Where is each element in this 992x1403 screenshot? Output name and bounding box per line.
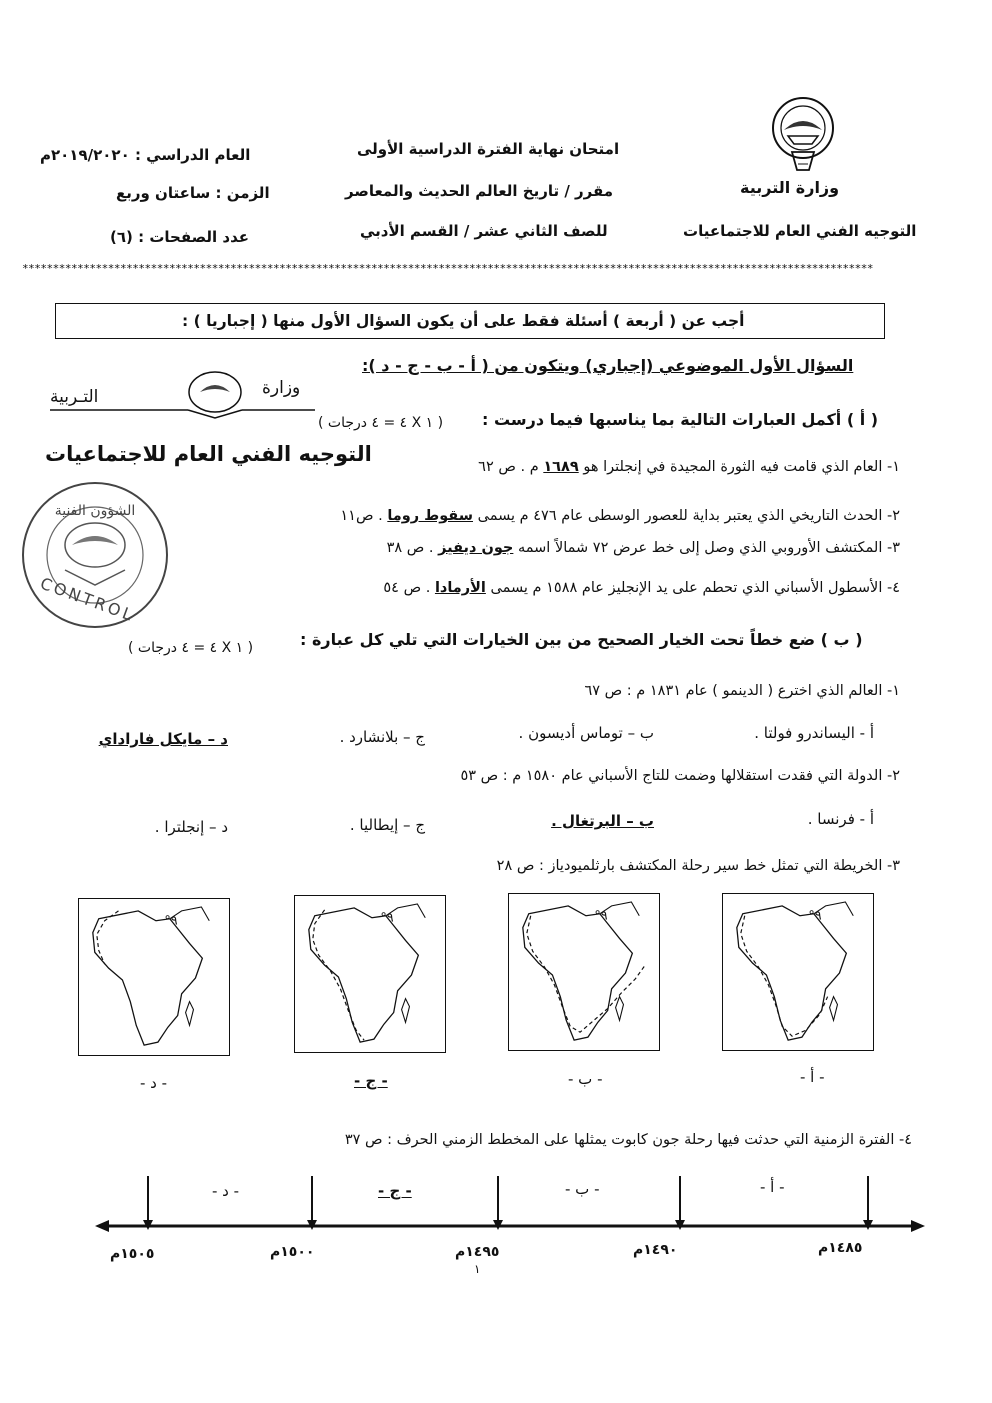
year-1485: ١٤٨٥م (818, 1240, 863, 1256)
stamp-ministry-word: وزارة (262, 378, 301, 398)
svg-text:٩°: ٩° (808, 908, 822, 924)
part-b-q2-option-a: أ - فرنسا . (807, 810, 874, 828)
timeline-tick-1500 (307, 1176, 317, 1230)
instructions-text: أجب عن ( أربعة ) أسئلة فقط على أن يكون السؤال الأول منها ( إجباريا ) : (182, 312, 745, 330)
stamp-control-label: CONTROL (37, 573, 138, 626)
part-a-item-3: ٣- المكتشف الأوروبي الذي وصل إلى خط عرض ٧٢ شمالاً اسمه جون ديفيز . ص ٣٨ (386, 540, 900, 556)
part-b-q1-option-b: ب – توماس أديسون . (518, 724, 654, 742)
year-1500: ١٥٠٠م (270, 1244, 315, 1260)
department-name: التوجيه الفني العام للاجتماعيات (683, 222, 917, 240)
academic-year: العام الدراسي : ٢٠١٩/٢٠٢٠م (40, 146, 251, 164)
question1-title: السؤال الأول الموضوعي (إجباري) ويتكون من ( أ - ب - ج - د ): (362, 356, 854, 375)
period-label-d: - د - (212, 1182, 240, 1200)
part-a-item-4: ٤- الأسطول الأسباني الذي تحطم على يد الإنجليز عام ١٥٨٨ م يسمى الأرمادا . ص ٥٤ (383, 580, 900, 596)
period-label-a: - أ - (760, 1178, 785, 1196)
control-stamp-icon (10, 445, 175, 650)
timeline-tick-1495 (493, 1176, 503, 1230)
exam-duration: الزمن : ساعتان وربع (116, 184, 270, 202)
answer-3: جون ديفيز (438, 540, 514, 556)
part-b-q4-stem: ٤- الفترة الزمنية التي حدثت فيها رحلة جون كابوت يمثلها على المخطط الزمني الحرف : ص ٣٧ (344, 1132, 912, 1148)
period-label-b: - ب - (565, 1180, 600, 1198)
africa-map-icon (79, 899, 229, 1055)
timeline-tick-1485 (863, 1176, 873, 1230)
stamp-department: التوجيه الفني العام للاجتماعيات (45, 442, 372, 466)
svg-text:الشؤون الفنية: الشؤون الفنية (54, 503, 136, 519)
africa-map-icon (723, 894, 873, 1050)
grade-section: للصف الثاني عشر / القسم الأدبي (360, 222, 608, 240)
map-label-c: - ج - (354, 1072, 388, 1090)
map-option-a[interactable] (722, 893, 874, 1051)
part-a-marks: ( ١ X ٤ = ٤ درجات ) (318, 415, 444, 431)
page-count: عدد الصفحات : (٦) (110, 228, 250, 246)
part-b-q2-option-b: ب – البرتغال . (551, 812, 654, 830)
timeline-tick-1505 (143, 1176, 153, 1230)
course-name: مقرر / تاريخ العالم الحديث والمعاصر (345, 182, 614, 200)
part-a-item-2: ٢- الحدث التاريخي الذي يعتبر بداية للعصور الوسطى عام ٤٧٦ م يسمى سقوط روما . ص١١ (340, 508, 900, 524)
part-b-q2-option-d: د – إنجلترا . (154, 818, 228, 836)
africa-map-icon (295, 896, 445, 1052)
part-b-q3-stem: ٣- الخريطة التي تمثل خط سير رحلة المكتشف بارثلميودياز : ص ٢٨ (496, 858, 900, 874)
answer-4: الأرمادا (434, 580, 486, 596)
part-b-q1-stem: ١- العالم الذي اخترع ( الدينمو ) عام ١٨٣١ م : ص ٦٧ (584, 683, 900, 699)
period-label-c: - ج - (378, 1182, 412, 1200)
svg-text:٩°: ٩° (594, 908, 608, 924)
map-option-b[interactable] (508, 893, 660, 1051)
map-option-c[interactable] (294, 895, 446, 1053)
map-label-d: - د - (140, 1074, 168, 1092)
part-b-q2-option-c: ج – إيطاليا . (349, 816, 425, 834)
part-a-title: ( أ ) أكمل العبارات التالية بما يناسبها فيما درست : (482, 410, 879, 429)
year-1505: ١٥٠٥م (110, 1246, 155, 1262)
map-label-a: - أ - (800, 1068, 825, 1086)
timeline-tick-1490 (675, 1176, 685, 1230)
year-1495: ١٤٩٥م (455, 1244, 500, 1260)
part-b-q1-option-d: د – مايكل فاراداي (98, 730, 228, 748)
part-b-q1-option-c: ج – بلانشارد . (339, 728, 425, 746)
svg-text:٩°: ٩° (164, 913, 178, 929)
page-number: ١ (474, 1262, 481, 1276)
part-b-q2-stem: ٢- الدولة التي فقدت استقلالها وضمت للتاج الأسباني عام ١٥٨٠ م : ص ٥٣ (460, 768, 900, 784)
exam-title: امتحان نهاية الفترة الدراسية الأولى (357, 140, 620, 158)
answer-1: ١٦٨٩ (543, 459, 579, 475)
part-b-title: ( ب ) ضع خطاً تحت الخيار الصحيح من بين الخيارات التي تلي كل عبارة : (300, 630, 863, 649)
stamp-education-word: التـربية (50, 387, 99, 407)
map-label-b: - ب - (568, 1070, 603, 1088)
map-option-d[interactable] (78, 898, 230, 1056)
ministry-name: وزارة التربية (740, 178, 840, 197)
year-1490: ١٤٩٠م (633, 1242, 678, 1258)
part-b-q1-option-a: أ - اليساندرو فولتا . (754, 724, 874, 742)
star-separator: ******************************************************************************************************************************************* (22, 262, 874, 275)
answer-2: سقوط روما (387, 508, 473, 524)
stamp-emblem-icon (40, 370, 320, 420)
africa-map-icon (509, 894, 659, 1050)
part-b-marks: ( ١ X ٤ = ٤ درجات ) (128, 640, 254, 656)
svg-text:٩°: ٩° (380, 910, 394, 926)
part-a-item-1: ١- العام الذي قامت فيه الثورة المجيدة في إنجلترا هو ١٦٨٩ م . ص ٦٢ (478, 459, 900, 475)
kuwait-emblem-icon (762, 92, 844, 174)
